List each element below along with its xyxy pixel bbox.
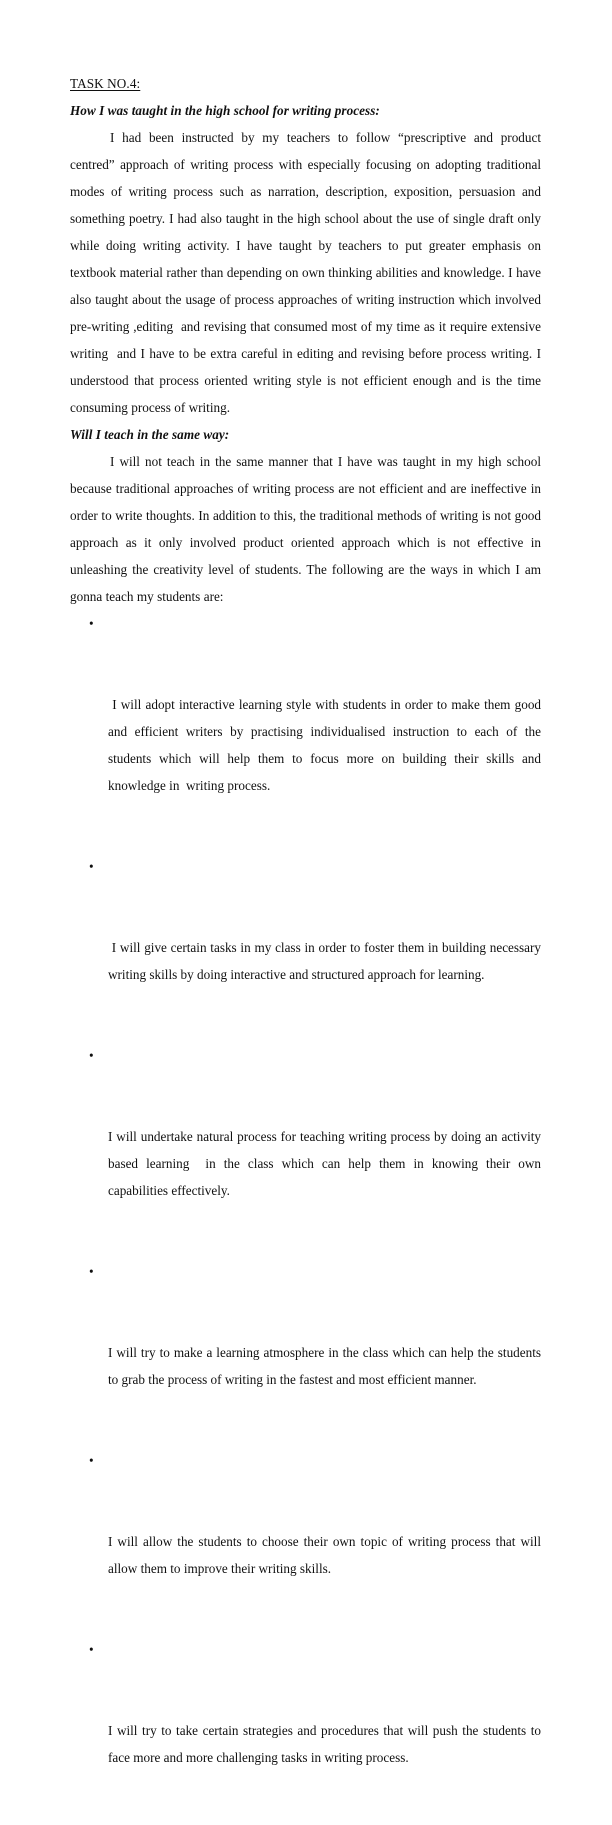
section-heading-how-i-was-taught: How I was taught in the high school for writing process: — [70, 103, 380, 118]
bullet-icon: • — [89, 1264, 94, 1279]
document-body — [70, 70, 545, 1825]
list-item — [70, 1042, 545, 1258]
list-item — [70, 1636, 545, 1825]
paragraph-how-i-was-taught: I had been instructed by my teachers to follow “prescriptive and product centred” approach of writing process with especially focusing on adopting traditional modes of writing process such as narration, description, exposition, persuasion and something poetry. I had also taught in the high school about the use of single draft only while doing writing activity. I have taught by teachers to put greater emphasis on textbook material rather than depending on own thinking abilities and knowledge. I have also taught about the usage of process approaches of writing instruction which involved pre-writing ,editing and revising that consumed most of my time as it require extensive writing and I have to be extra careful in editing and revising before process writing. I understood that process oriented writing style is not efficient enough and is the time consuming process of writing. — [70, 130, 545, 415]
bullet-icon: • — [89, 1048, 94, 1063]
list-item-text: I will try to take certain strategies and procedures that will push the students to face more and more challenging tasks in writing process. — [108, 1723, 545, 1765]
bullet-icon: • — [89, 616, 94, 631]
list-item-text: I will adopt interactive learning style with students in order to make them good and efficient writers by practising individualised instruction to each of the students which will help them to focus more on building their skills and knowledge in writing process. — [108, 697, 545, 793]
list-item — [70, 1258, 545, 1447]
bullet-icon: • — [89, 1453, 94, 1468]
bullet-icon: • — [89, 859, 94, 874]
list-item-text: I will try to make a learning atmosphere in the class which can help the students to grab the process of writing in the fastest and most efficient manner. — [108, 1345, 545, 1387]
list-item — [70, 610, 545, 853]
section-heading-will-i-teach: Will I teach in the same way: — [70, 427, 230, 442]
list-item-text: I will undertake natural process for teaching writing process by doing an activity based learning in the class which can help them in knowing their own capabilities effectively. — [108, 1129, 545, 1198]
list-item — [70, 1447, 545, 1636]
list-item — [70, 853, 545, 1042]
bullet-icon: • — [89, 1642, 94, 1657]
list-item-text: I will allow the students to choose their own topic of writing process that will allow them to improve their writing skills. — [108, 1534, 545, 1576]
paragraph-will-i-teach: I will not teach in the same manner that I have was taught in my high school because traditional approaches of writing process are not efficient and are ineffective in order to write thoughts. In addition to this, the traditional methods of writing is not good approach as it only involved product oriented approach which is not effective in unleashing the creativity level of students. The following are the ways in which I am gonna teach my students are: — [70, 454, 545, 604]
list-item-text: I will give certain tasks in my class in order to foster them in building necessary writing skills by doing interactive and structured approach for learning. — [108, 940, 545, 982]
task-heading: TASK NO.4: — [70, 76, 141, 91]
teaching-methods-list — [70, 610, 545, 1825]
